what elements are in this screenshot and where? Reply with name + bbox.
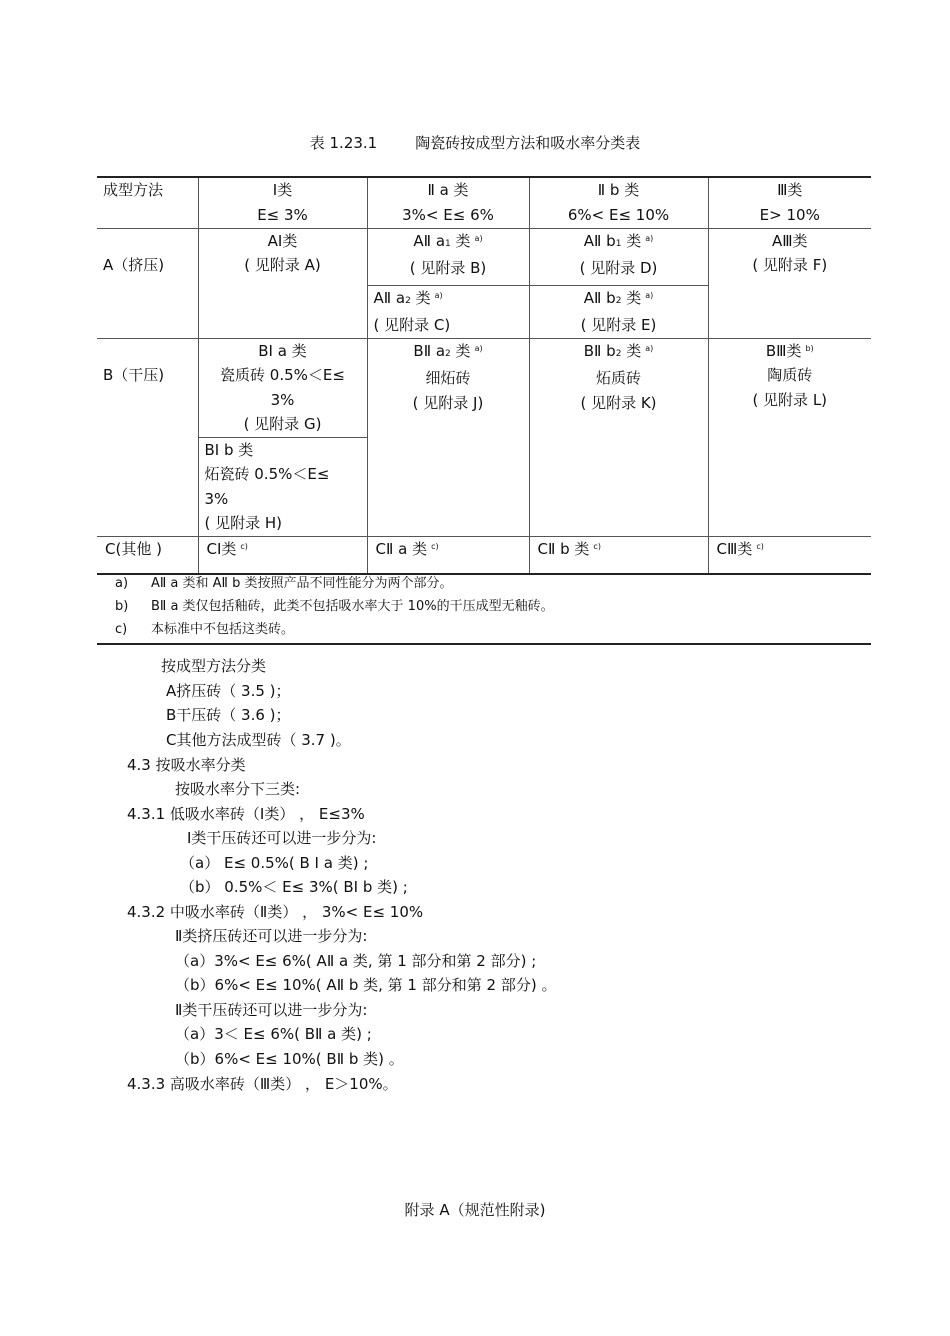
cell-a-iib1: AⅡ b1 类 $^{a)}$ ( 见附录 D) [529, 228, 708, 285]
body-line: （b）6%< E≤ 10%( BⅡ b 类) 。 [175, 1050, 404, 1068]
cell-b-iib: BⅡ b2 类 $^{a)}$ 炻质砖 ( 见附录 K) [529, 338, 708, 536]
body-line: （b）6%< E≤ 10%( AⅡ b 类, 第 1 部分和第 2 部分) 。 [175, 976, 557, 994]
body-line: （a）3＜ E≤ 6%( BⅡ a 类) ; [175, 1025, 372, 1043]
cell-c-i: CⅠ类 $^{c)}$ [198, 536, 367, 574]
body-line: C其他方法成型砖（ 3.7 )。 [166, 731, 351, 749]
appendix-heading: 附录 A（规范性附录) [404, 1201, 546, 1219]
header-method: 成型方法 [97, 177, 198, 228]
section-heading: 4.3.1 低吸水率砖（Ⅰ类） ， E≤3% [127, 805, 365, 823]
row-b-label: B（干压) [97, 338, 198, 536]
table-row-c [97, 536, 871, 574]
row-c-label: C(其他 ) [97, 536, 198, 574]
cell-c-iia: CⅡ a 类 $^{c)}$ [367, 536, 529, 574]
body-line: A挤压砖（ 3.5 )； [166, 682, 291, 700]
header-class-i: Ⅰ类 E≤ 3% [198, 177, 367, 228]
table-number: 表 1.23.1 [309, 134, 378, 152]
header-class-iii: Ⅲ类 E> 10% [708, 177, 871, 228]
table-caption: 陶瓷砖按成型方法和吸水率分类表 [415, 134, 641, 152]
body-line: Ⅰ类干压砖还可以进一步分为: [187, 829, 377, 847]
table-row-b [97, 338, 871, 437]
cell-a-iib2: AⅡ b2 类 $^{a)}$ ( 见附录 E) [529, 285, 708, 338]
cell-a-iii: AⅢ类 ( 见附录 F) [708, 228, 871, 338]
section-heading: 4.3 按吸水率分类 [127, 756, 246, 774]
note-a: a) AⅡ a 类和 AⅡ b 类按照产品不同性能分为两个部分。 [115, 576, 453, 591]
table-row-a [97, 228, 871, 285]
header-class-iib: Ⅱ b 类 6%< E≤ 10% [529, 177, 708, 228]
cell-a-iia2: AⅡ a2 类 $^{a)}$ ( 见附录 C) [367, 285, 529, 338]
body-line: B干压砖（ 3.6 )； [166, 706, 291, 724]
body-line: 按成型方法分类 [161, 657, 267, 675]
body-line: Ⅱ类干压砖还可以进一步分为: [175, 1001, 368, 1019]
body-line: （a）3%< E≤ 6%( AⅡ a 类, 第 1 部分和第 2 部分) ; [175, 952, 537, 970]
section-heading: 4.3.3 高吸水率砖（Ⅲ类） ， E＞10%。 [127, 1075, 398, 1093]
table-notes [97, 572, 871, 645]
cell-a-i: AⅠ类 ( 见附录 A) [198, 228, 367, 338]
body-line: （b） 0.5%＜ E≤ 3%( BⅠ b 类) ; [180, 878, 408, 896]
note-b: b) BⅡ a 类仅包括釉砖，此类不包括吸水率大于 10%的干压成型无釉砖。 [115, 599, 554, 614]
cell-a-iia1: AⅡ a1 类 $^{a)}$ ( 见附录 B) [367, 228, 529, 285]
cell-b-ia: BⅠ a 类 瓷质砖 0.5%＜E≤ 3% ( 见附录 G) [198, 338, 367, 437]
cell-b-ib: BⅠ b 类 炻瓷砖 0.5%＜E≤ 3% ( 见附录 H) [198, 437, 367, 536]
classification-table [97, 176, 871, 575]
table-header-row [97, 177, 871, 228]
body-line: Ⅱ类挤压砖还可以进一步分为: [175, 927, 368, 945]
cell-c-iii: CⅢ类 $^{c)}$ [708, 536, 871, 574]
row-a-label: A（挤压) [97, 228, 198, 338]
note-c: c) 本标准中不包括这类砖。 [115, 622, 295, 637]
body-line: 按吸水率分下三类: [175, 780, 301, 798]
header-class-iia: Ⅱ a 类 3%< E≤ 6% [367, 177, 529, 228]
cell-b-iii: BⅢ类 $^{b)}$ 陶质砖 ( 见附录 L) [708, 338, 871, 536]
cell-c-iib: CⅡ b 类 $^{c)}$ [529, 536, 708, 574]
section-heading: 4.3.2 中吸水率砖（Ⅱ类） ， 3%< E≤ 10% [127, 903, 424, 921]
cell-b-iia: BⅡ a2 类 $^{a)}$ 细炻砖 ( 见附录 J) [367, 338, 529, 536]
body-line: （a） E≤ 0.5%( B Ⅰ a 类) ; [180, 854, 369, 872]
table-title [0, 132, 950, 153]
